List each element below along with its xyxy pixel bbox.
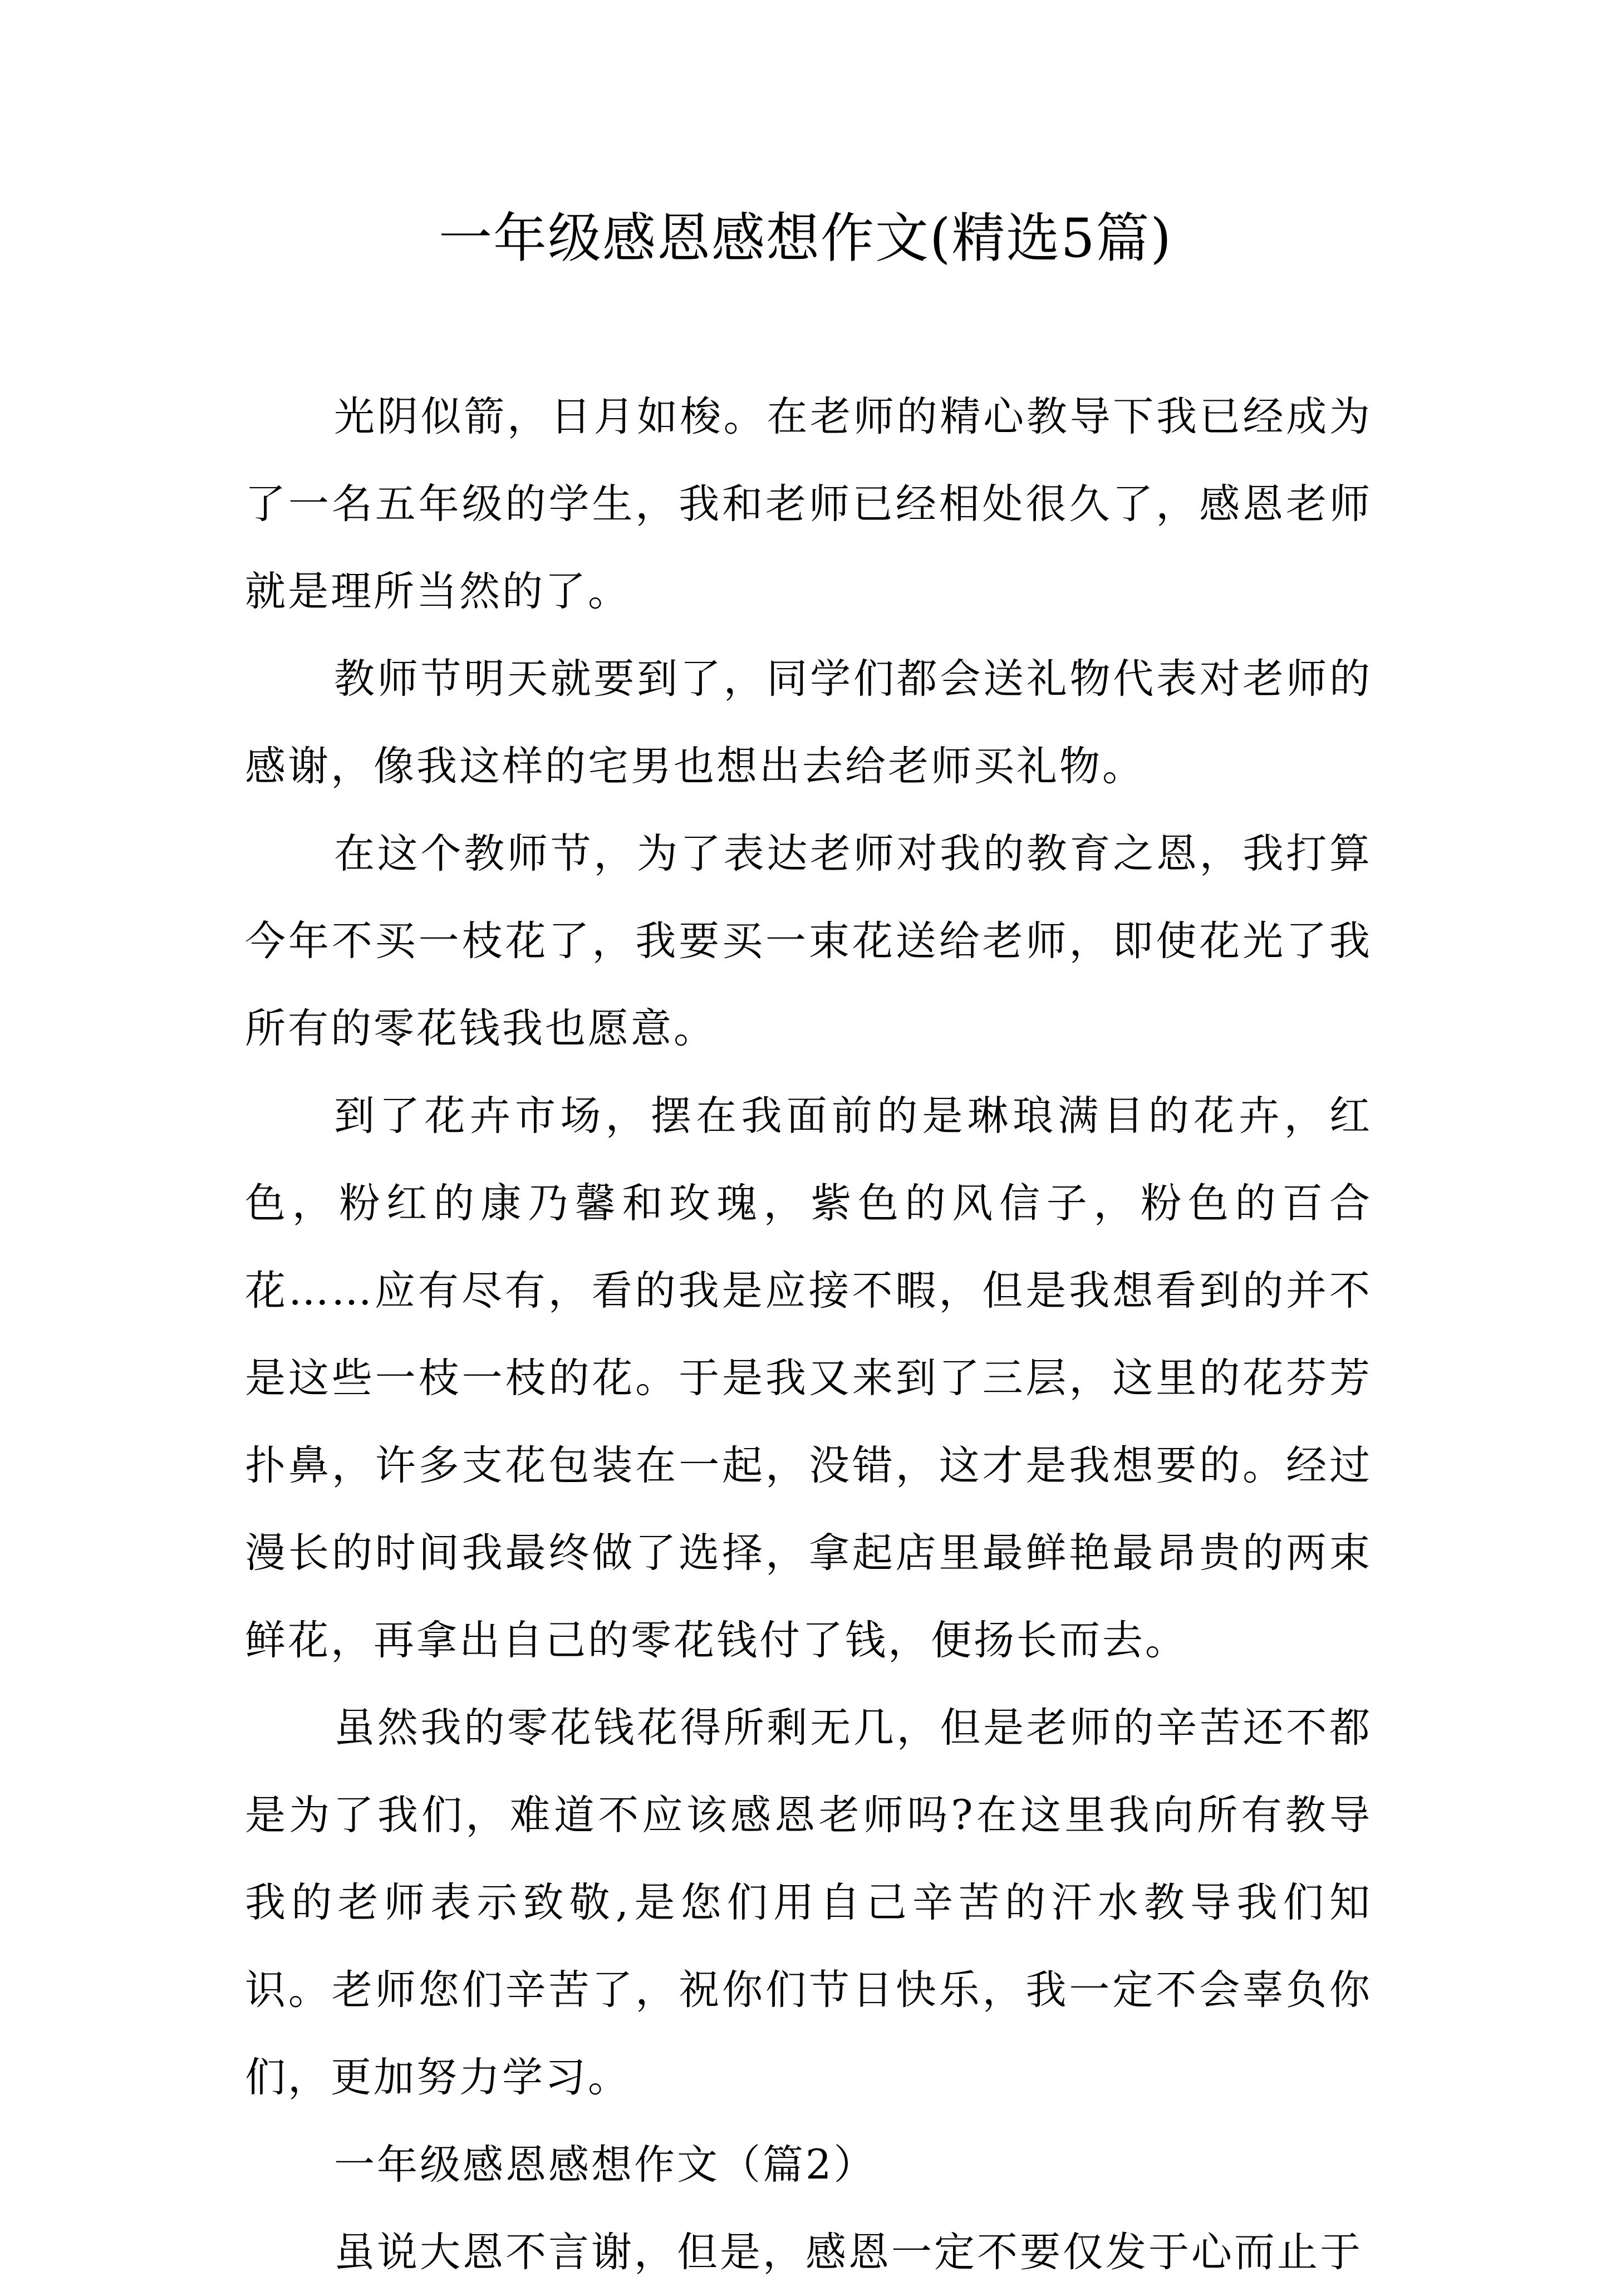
paragraph-1: 光阴似箭，日月如梭。在老师的精心教导下我已经成为了一名五年级的学生，我和老师已经相处很久了，感恩老师就是理所当然的了。 bbox=[245, 393, 1372, 615]
section-heading-essay-2: 一年级感恩感想作文（篇2） bbox=[334, 2141, 877, 2189]
paragraph-3: 在这个教师节，为了表达老师对我的教育之恩，我打算今年不买一枝花了，我要买一束花送给老师，即使花光了我所有的零花钱我也愿意。 bbox=[245, 830, 1372, 1052]
document-title: 一年级感恩感想作文(精选5篇) bbox=[439, 207, 1172, 269]
paragraph-2: 教师节明天就要到了，同学们都会送礼物代表对老师的感谢，像我这样的宅男也想出去给老师买礼物。 bbox=[245, 655, 1372, 790]
paragraph-7: 虽说大恩不言谢，但是，感恩一定不要仅发于心而止于 bbox=[334, 2229, 1363, 2276]
document-body bbox=[245, 373, 1372, 2296]
paragraph-5: 虽然我的零花钱花得所剩无几，但是老师的辛苦还不都是为了我们，难道不应该感恩老师吗?在这里我向所有教导我的老师表示致敬,是您们用自己辛苦的汗水教导我们知识。老师您们辛苦了，祝你们节日快乐，我一定不会辜负你们，更加努力学习。 bbox=[245, 1704, 1372, 2101]
paragraph-4: 到了花卉市场，摆在我面前的是琳琅满目的花卉，红色，粉红的康乃馨和玫瑰，紫色的风信子，粉色的百合花……应有尽有，看的我是应接不暇，但是我想看到的并不是这些一枝一枝的花。于是我又来到了三层，这里的花芬芳扑鼻，许多支花包装在一起，没错，这才是我想要的。经过漫长的时间我最终做了选择，拿起店里最鲜艳最昂贵的两束鲜花，再拿出自己的零花钱付了钱，便扬长而去。 bbox=[245, 1092, 1372, 1664]
